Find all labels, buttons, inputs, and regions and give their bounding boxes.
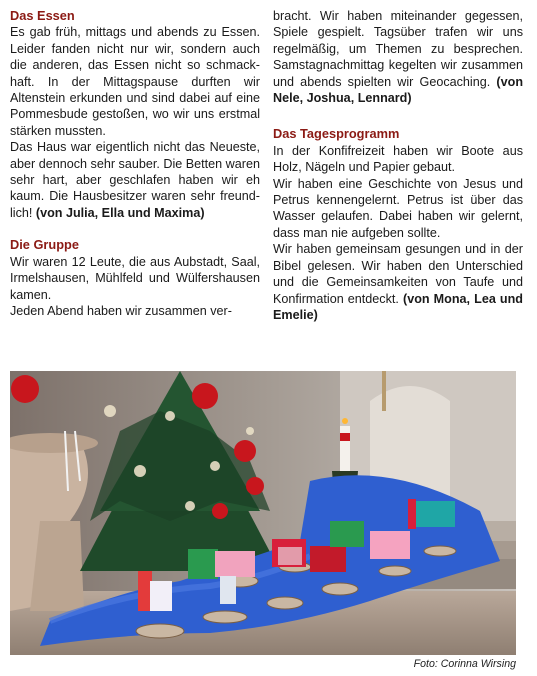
church-photo (10, 371, 516, 655)
gruppe-continuation (273, 8, 523, 106)
tagesprogramm-paragraph-2: Wir haben eine Geschichte von Jesus und Petrus kennengelernt. Petrus ist über das Wasser gelaufen. Dabei haben wir gelernt, dass man nie aufgeben sollte. (273, 176, 523, 240)
essen-signature: (von Julia, Ella und Maxima) (35, 205, 205, 220)
heading-tagesprogramm: Das Tagesprogramm (273, 126, 400, 142)
tagesprogramm-signature: (von Mona, Lea und Emelie) (273, 291, 524, 322)
photo-church-boats-image (10, 371, 516, 655)
tagesprogramm-paragraph-3-text: Wir haben gemeinsam gesungen und in der Bibel gelesen. Wir haben den Unterschied und die Gemeinsamkeiten von Taufe und Konfirmation entdeckt. (273, 242, 523, 306)
right-column (273, 2, 523, 323)
gruppe-signature: (von Nele, Joshua, Lennard) (273, 74, 524, 106)
heading-die-gruppe: Die Gruppe (10, 237, 79, 253)
gruppe-continuation-text: bracht. Wir haben miteinander gegessen, Spiele gespielt. Tagsüber trafen wir uns regelmäßig, um Themen zu besprechen. Samstagnachmittag kegelten wir zusammen und abends spielten wir Geocaching. (273, 9, 523, 89)
gruppe-paragraph-1: Wir waren 12 Leute, die aus Aubstadt, Saal, Irmelshausen, Mühlfeld und Wülfershausen kamen. (10, 254, 260, 302)
essen-paragraph-1: Es gab früh, mittags und abends zu Essen. Leider fanden nicht nur wir, sondern auch die anderen, das Essen nicht so schmackhaft. In der Mittagspause durften wir Altenstein erkunden und sind dabei auf eine Pommesbude gestoßen, wo wir uns erstmal stärken mussten. (10, 25, 260, 138)
gruppe-paragraph-2: Jeden Abend haben wir zusammen ver- (10, 303, 232, 318)
essen-paragraph-2 (10, 139, 260, 221)
left-column (10, 2, 260, 319)
tagesprogramm-paragraph-1: In der Konfifreizeit haben wir Boote aus Holz, Nägeln und Papier gebaut. (273, 143, 523, 175)
heading-das-essen: Das Essen (10, 8, 75, 23)
tagesprogramm-paragraph-3 (273, 241, 523, 323)
photo-credit: Foto: Corinna Wirsing (413, 658, 516, 670)
essen-paragraph-2-text: Das Haus war eigentlich nicht das Neueste, aber dennoch sehr sauber. Die Betten waren sehr hart, aber geschlafen haben wir eh kaum. Die Hausbesitzer waren sehr freundlich! (10, 140, 260, 220)
